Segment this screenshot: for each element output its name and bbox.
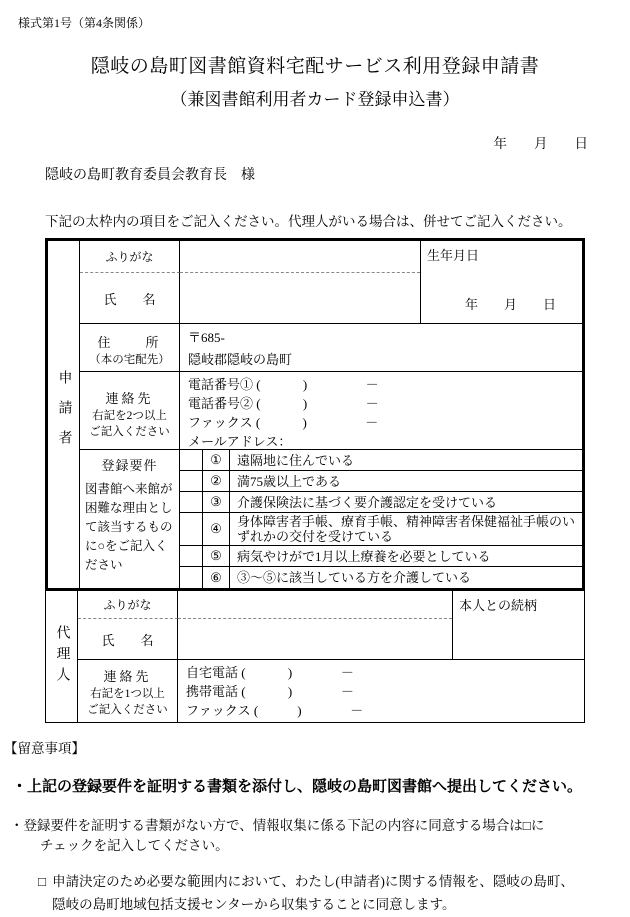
proxy-fax-field[interactable]: ファックス ( ) － [186, 703, 364, 718]
proxy-home-phone-field[interactable]: 自宅電話 ( ) － [186, 665, 354, 680]
notes-heading: 【留意事項】 [4, 741, 85, 756]
applicant-name-label: 氏 名 [80, 273, 180, 323]
requirement-row-6 [180, 567, 582, 588]
requirement-4-text: 身体障害者手帳、療育手帳、精神障害者保健福祉手帳のいずれかの交付を受けている [237, 514, 576, 544]
requirement-5-number: ⑤ [202, 546, 230, 566]
applicant-birthdate-cell[interactable] [420, 241, 582, 323]
note-submit-documents: ・上記の登録要件を証明する書類を添付し、隠岐の島町図書館へ提出してください。 [12, 779, 583, 795]
requirement-5-text: 病気やけがで1月以上療養を必要としている [237, 548, 491, 564]
proxy-furigana-label: ふりがな [78, 591, 178, 619]
proxy-role-label: 代理人 [54, 625, 70, 688]
proxy-relation-cell[interactable] [452, 591, 584, 659]
note-no-documents [10, 816, 630, 856]
proxy-contact-note2: ご記入ください [87, 704, 168, 716]
requirements-list [180, 450, 582, 588]
birthdate-ymd-line: 年 月 日 [464, 297, 556, 312]
applicant-section [45, 238, 585, 591]
requirement-1-circle-cell[interactable] [180, 450, 202, 470]
requirement-6-circle-cell[interactable] [180, 567, 202, 588]
consent-row [38, 870, 630, 916]
applicant-address-input[interactable] [180, 324, 582, 374]
fax-field[interactable]: ファックス ( ) － [188, 415, 379, 430]
requirement-4-circle-cell[interactable] [180, 513, 202, 545]
proxy-contact-note1: 右記を1つ以上 [90, 688, 165, 700]
applicant-contact-label-cell [80, 372, 180, 454]
requirements-note: 図書館へ来館が困難な理由として該当するものに○をご記入ください [85, 482, 173, 572]
requirement-5-circle-cell[interactable] [180, 546, 202, 566]
instruction-text: 下記の太枠内の項目をご記入ください。代理人がいる場合は、併せてご記入ください。 [45, 214, 572, 229]
applicant-contact-fields [180, 372, 582, 454]
form-subtitle: （兼図書館利用者カード登録申込書） [170, 90, 460, 109]
requirement-row-5 [180, 546, 582, 567]
requirement-1-number: ① [202, 450, 230, 470]
proxy-name-input[interactable] [178, 619, 452, 659]
requirement-1-text: 遠隔地に住んでいる [237, 452, 355, 468]
consent-checkbox[interactable]: □ [38, 874, 47, 889]
form-title: 隠岐の島町図書館資料宅配サービス利用登録申請書 [90, 56, 540, 77]
application-table [45, 238, 585, 723]
proxy-name-label: 氏 名 [78, 619, 178, 659]
proxy-contact-label-cell [78, 660, 178, 723]
address-label: 住 所 [97, 334, 162, 350]
email-field[interactable]: メールアドレス： [188, 434, 292, 449]
applicant-name-input[interactable] [180, 273, 420, 323]
date-field[interactable]: 年 月 日 [493, 136, 588, 151]
consent-text-line2: 隠岐の島町地域包括支援センターから収集することに同意します。 [52, 897, 456, 912]
requirements-label-cell [80, 450, 180, 588]
requirement-2-circle-cell[interactable] [180, 471, 202, 491]
requirement-3-number: ③ [202, 492, 230, 512]
postal-code-value: 〒685- [188, 330, 225, 345]
note-no-documents-line1: ・登録要件を証明する書類がない方で、情報収集に係る下記の内容に同意する場合は□に [10, 818, 545, 833]
requirement-6-number: ⑥ [202, 567, 230, 588]
form-number: 様式第1号（第4条関係） [18, 16, 151, 30]
birthdate-label: 生年月日 [427, 248, 480, 263]
consent-text-line1: 申請決定のため必要な範囲内において、わたし(申請者)に関する情報を、隠岐の島町、 [52, 874, 574, 889]
proxy-contact-label: 連絡先 [103, 669, 152, 684]
applicant-contact-note2: ご記入ください [89, 425, 170, 438]
requirement-3-text: 介護保険法に基づく要介護認定を受けている [237, 494, 498, 510]
proxy-furigana-input[interactable] [178, 591, 452, 619]
phone2-field[interactable]: 電話番号② ( ) － [188, 396, 379, 411]
requirement-2-number: ② [202, 471, 230, 491]
applicant-furigana-input[interactable] [180, 241, 420, 273]
requirements-heading: 登録要件 [101, 458, 158, 473]
address-sublabel: （本の宅配先） [89, 353, 170, 366]
proxy-contact-row [78, 660, 584, 722]
applicant-contact-row [80, 372, 582, 450]
applicant-role-label: 申請者 [56, 369, 72, 460]
applicant-name-rows [80, 241, 582, 324]
consent-text [52, 870, 574, 916]
address-value: 隠岐郡隠岐の島町 [188, 352, 293, 367]
proxy-role-cell [46, 591, 78, 722]
registration-requirements-row [80, 450, 582, 588]
applicant-contact-note1: 右記を2つ以上 [92, 409, 167, 422]
requirement-4-number: ④ [202, 513, 230, 545]
requirement-row-4 [180, 513, 582, 546]
addressee-line: 隠岐の島町教育委員会教育長 様 [45, 168, 255, 183]
proxy-section [45, 591, 585, 723]
proxy-mobile-phone-field[interactable]: 携帯電話 ( ) － [186, 684, 354, 699]
applicant-furigana-label: ふりがな [80, 241, 180, 273]
proxy-name-rows [78, 591, 584, 660]
relation-label: 本人との続柄 [459, 598, 538, 613]
requirement-3-circle-cell[interactable] [180, 492, 202, 512]
phone1-field[interactable]: 電話番号① ( ) － [188, 377, 379, 392]
proxy-contact-fields [178, 660, 584, 723]
requirement-row-3 [180, 492, 582, 513]
applicant-role-cell [48, 241, 80, 588]
applicant-contact-label: 連絡先 [105, 390, 154, 406]
address-label-cell [80, 324, 180, 374]
requirement-6-text: ③～⑤に該当している方を介護している [237, 570, 472, 585]
application-form-page [0, 14, 630, 917]
requirement-row-2 [180, 471, 582, 492]
requirement-2-text: 満75歳以上である [237, 473, 342, 489]
requirement-row-1 [180, 450, 582, 471]
applicant-address-row [80, 324, 582, 372]
note-no-documents-line2: チェックを記入してください。 [40, 838, 229, 853]
